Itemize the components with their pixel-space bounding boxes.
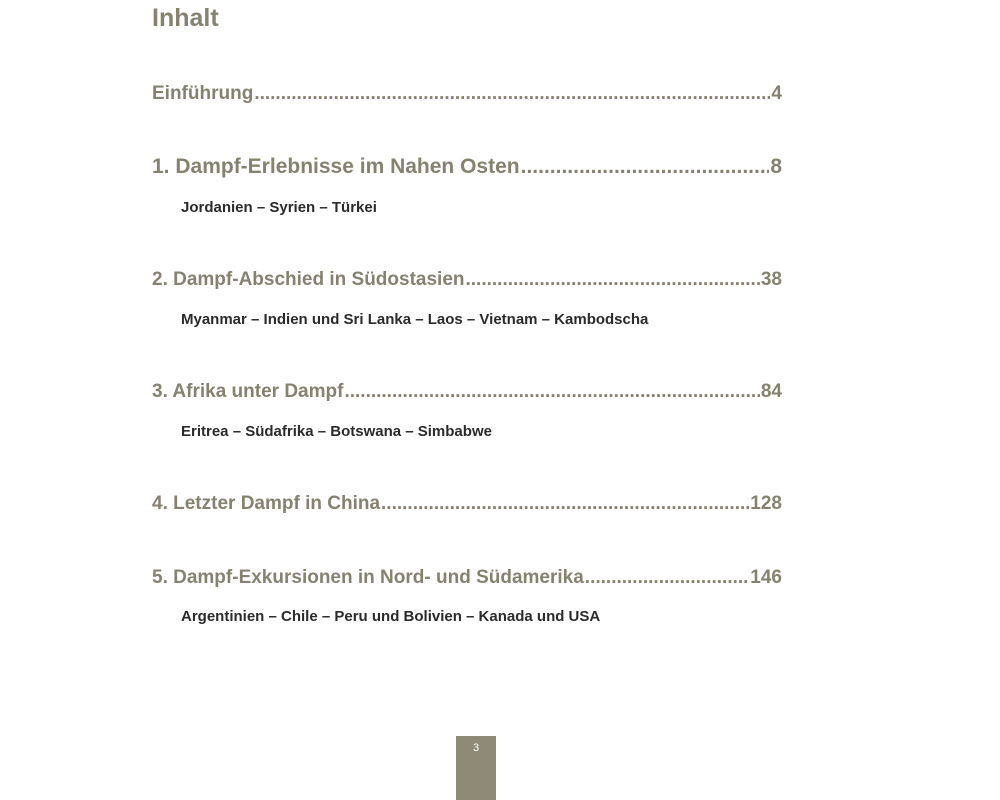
toc-entry-page-number: 128 [750,493,782,514]
toc-entry-chapter-1[interactable] [152,153,782,181]
toc-chapter-5-subtitle: Argentinien – Chile – Peru und Bolivien – Kanada und USA [181,608,601,625]
page-number-tab [456,736,496,800]
page-number: 3 [472,742,480,754]
toc-entry-title: 4. Letzter Dampf in China [152,493,381,514]
dot-leader [466,266,760,294]
toc-entry-chapter-3[interactable] [152,378,782,406]
toc-entry-title: 5. Dampf-Exkursionen in Nord- und Südamerika [152,567,584,588]
toc-entry-introduction[interactable] [152,80,782,108]
toc-entry-page-number: 8 [770,155,782,178]
toc-entry-page-number: 4 [771,83,782,104]
dot-leader [585,564,750,592]
toc-entry-title: 3. Afrika unter Dampf [152,381,344,402]
toc-chapter-2-subtitle: Myanmar – Indien und Sri Lanka – Laos – Vietnam – Kambodscha [181,311,649,328]
dot-leader [521,153,770,181]
dot-leader [344,378,759,406]
dot-leader [381,490,749,518]
toc-entry-page-number: 84 [760,381,782,402]
toc-entry-page-number: 38 [760,269,782,290]
toc-entry-chapter-2[interactable] [152,266,782,294]
page-title: Inhalt [152,4,219,32]
toc-entry-title: Einführung [152,83,254,104]
toc-entry-chapter-5[interactable] [152,564,782,592]
toc-entry-chapter-4[interactable] [152,490,782,518]
dot-leader [254,80,770,108]
toc-entry-title: 2. Dampf-Abschied in Südostasien [152,269,465,290]
toc-entry-page-number: 146 [750,567,782,588]
toc-chapter-3-subtitle: Eritrea – Südafrika – Botswana – Simbabwe [181,423,492,440]
toc-chapter-1-subtitle: Jordanien – Syrien – Türkei [181,199,377,216]
toc-entry-title: 1. Dampf-Erlebnisse im Nahen Osten [152,155,520,178]
